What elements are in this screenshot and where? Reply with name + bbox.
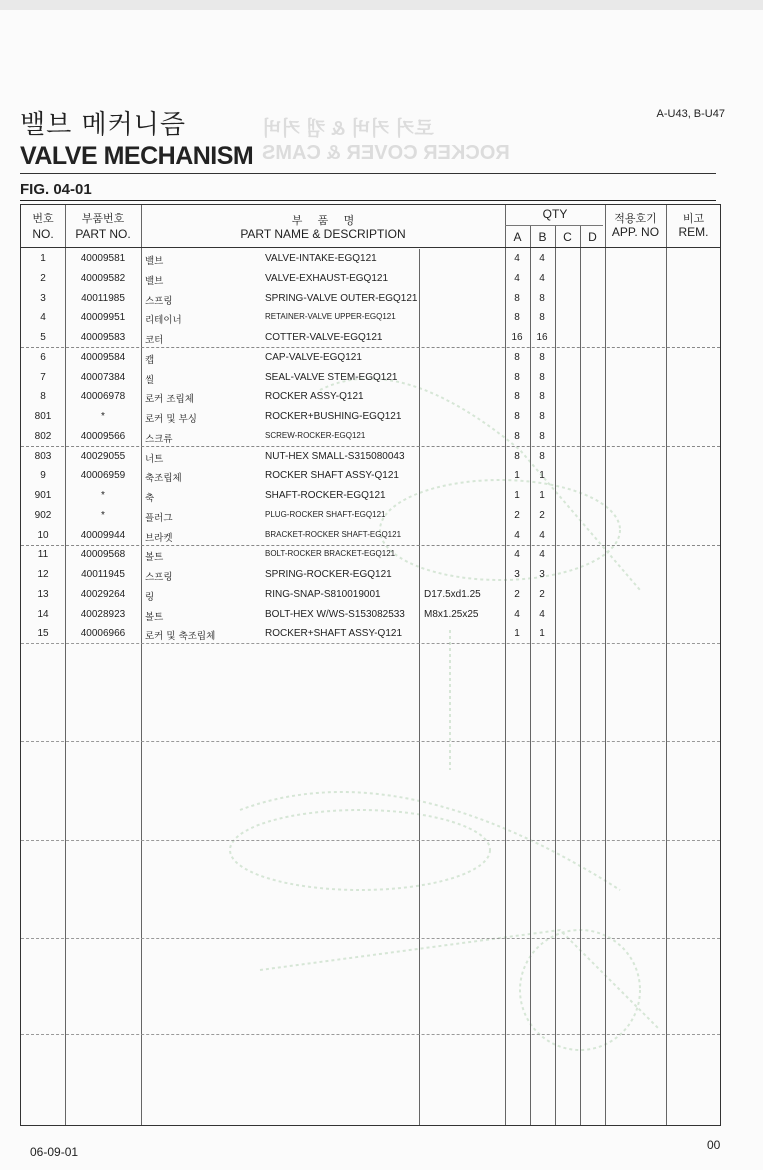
col-divider xyxy=(580,225,581,1125)
group-separator xyxy=(21,347,720,348)
qty-b: 4 xyxy=(539,272,545,284)
qty-b: 8 xyxy=(539,371,545,383)
part-description: PLUG-ROCKER SHAFT-EGQ121 xyxy=(265,509,386,519)
header-rule xyxy=(21,247,720,248)
qty-a: 8 xyxy=(514,371,520,383)
part-name-korean: 코터 xyxy=(145,335,164,346)
qty-a: 4 xyxy=(514,253,520,264)
col-rem: REM. xyxy=(678,225,709,239)
part-number: 40011985 xyxy=(81,292,125,304)
part-number: 40011945 xyxy=(81,569,125,580)
part-name-korean: 브라켓 xyxy=(145,532,173,544)
qty-a: 4 xyxy=(514,608,520,620)
row-number: 1 xyxy=(40,253,46,264)
part-name-korean: 링 xyxy=(145,591,155,603)
part-name-korean: 스프링 xyxy=(145,572,173,583)
row-number: 9 xyxy=(40,470,46,482)
part-name-korean: 볼트 xyxy=(145,611,164,623)
col-qty-c: C xyxy=(563,230,572,244)
part-name-korean: 스프링 xyxy=(145,295,173,307)
col-app: APP. NO xyxy=(611,225,660,239)
part-number: 40009566 xyxy=(80,430,126,442)
col-divider xyxy=(666,205,667,1125)
scan-edge xyxy=(0,0,763,10)
figure-rule xyxy=(20,200,716,201)
part-description: CAP-VALVE-EGQ121 xyxy=(265,351,362,363)
part-description: VALVE-INTAKE-EGQ121 xyxy=(265,253,377,264)
row-number: 11 xyxy=(37,549,49,561)
part-name-korean: 씰 xyxy=(145,374,155,386)
part-number: 40028923 xyxy=(80,608,126,620)
part-description: ROCKER+SHAFT ASSY-Q121 xyxy=(265,628,403,640)
row-number: 803 xyxy=(34,450,52,462)
qty-a: 16 xyxy=(511,332,523,343)
qty-b: 4 xyxy=(539,608,545,620)
qty-a: 8 xyxy=(514,430,520,442)
part-spec: M8x1.25x25 xyxy=(424,608,479,620)
row-number: 10 xyxy=(37,529,49,541)
part-description: ROCKER ASSY-Q121 xyxy=(265,391,364,403)
row-number: 801 xyxy=(34,411,52,422)
part-name-korean: 밸브 xyxy=(145,256,164,267)
qty-a: 1 xyxy=(514,470,520,482)
title-rule xyxy=(20,173,716,174)
qty-a: 4 xyxy=(514,529,520,541)
row-number: 6 xyxy=(40,351,46,363)
qty-b: 1 xyxy=(539,490,545,501)
col-divider xyxy=(505,205,506,1125)
qty-b: 3 xyxy=(539,569,545,580)
part-number: 40009568 xyxy=(80,549,126,561)
part-number: * xyxy=(101,509,105,521)
qty-b: 8 xyxy=(539,450,545,462)
group-separator xyxy=(21,1034,720,1035)
page-number: 00 xyxy=(707,1138,721,1152)
part-description: SEAL-VALVE STEM-EGQ121 xyxy=(265,371,398,383)
qty-b: 8 xyxy=(539,312,545,324)
col-qty-b: B xyxy=(538,230,547,244)
col-part: PART NO. xyxy=(75,227,131,241)
col-qty-d: D xyxy=(588,230,597,244)
parts-table xyxy=(20,204,721,1126)
qty-a: 4 xyxy=(514,549,520,561)
qty-a: 8 xyxy=(514,351,520,363)
col-app-ko: 적용호기 xyxy=(614,213,657,225)
part-number: 40009944 xyxy=(80,529,126,541)
row-number: 12 xyxy=(37,569,49,580)
part-description: COTTER-VALVE-EGQ121 xyxy=(265,332,383,343)
part-name-korean: 리테이너 xyxy=(145,315,182,327)
col-no-ko: 번호 xyxy=(32,213,54,225)
row-number: 8 xyxy=(40,391,46,403)
qty-b: 2 xyxy=(539,509,545,521)
part-number: 40009582 xyxy=(80,272,126,284)
part-description: VALVE-EXHAUST-EGQ121 xyxy=(265,272,389,284)
part-number: 40007384 xyxy=(80,371,126,383)
part-number: 40029055 xyxy=(80,450,126,462)
col-no: NO. xyxy=(32,227,54,241)
part-name-korean: 볼트 xyxy=(145,552,164,564)
part-name-korean: 너트 xyxy=(145,453,164,465)
part-name-korean: 축조립체 xyxy=(145,473,182,485)
part-number: 40009951 xyxy=(80,312,126,324)
row-number: 902 xyxy=(34,509,52,521)
qty-a: 1 xyxy=(514,628,520,640)
part-description: RETAINER-VALVE UPPER-EGQ121 xyxy=(265,312,396,322)
col-divider xyxy=(141,205,142,1125)
part-name-korean: 플러그 xyxy=(145,512,173,524)
part-number: * xyxy=(101,490,105,501)
group-separator xyxy=(21,643,720,644)
part-description: SCREW-ROCKER-EGQ121 xyxy=(265,430,366,440)
qty-a: 2 xyxy=(514,588,520,600)
part-name-korean: 로커 조립체 xyxy=(145,394,194,406)
qty-b: 1 xyxy=(539,470,545,482)
part-spec: D17.5xd1.25 xyxy=(424,588,481,600)
part-description: SPRING-ROCKER-EGQ121 xyxy=(265,569,392,580)
part-description: SHAFT-ROCKER-EGQ121 xyxy=(265,490,386,501)
row-number: 15 xyxy=(37,628,49,640)
show-through-text: 로커 커버 & 캠 커버 xyxy=(262,118,434,140)
page-title: VALVE MECHANISM xyxy=(20,142,254,170)
col-name-ko: 부 품 명 xyxy=(291,215,355,227)
part-description: BOLT-ROCKER BRACKET-EGQ121 xyxy=(265,549,396,559)
show-through-text: ROCKER COVER & CAMS xyxy=(262,142,510,164)
group-separator xyxy=(21,446,720,447)
row-number: 14 xyxy=(37,608,49,620)
row-number: 802 xyxy=(34,430,52,442)
qty-a: 8 xyxy=(514,391,520,403)
group-separator xyxy=(21,545,720,546)
qty-a: 8 xyxy=(514,312,520,324)
part-description: BOLT-HEX W/WS-S153082533 xyxy=(265,608,405,620)
figure-number: FIG. 04-01 xyxy=(20,181,92,198)
part-description: ROCKER SHAFT ASSY-Q121 xyxy=(265,470,399,482)
col-name: PART NAME & DESCRIPTION xyxy=(240,227,406,241)
qty-b: 8 xyxy=(539,351,545,363)
group-separator xyxy=(21,840,720,841)
col-divider xyxy=(419,249,420,1125)
col-divider xyxy=(555,225,556,1125)
row-number: 7 xyxy=(40,371,46,383)
part-number: 40009583 xyxy=(80,332,126,343)
page-title-korean: 밸브 메커니즘 xyxy=(20,110,186,140)
qty-a: 1 xyxy=(514,490,520,501)
part-name-korean: 로커 및 부싱 xyxy=(145,414,197,425)
part-number: 40006966 xyxy=(80,628,126,640)
col-divider xyxy=(605,205,606,1125)
qty-b: 1 xyxy=(539,628,545,640)
col-divider xyxy=(65,205,66,1125)
part-number: 40006959 xyxy=(80,470,126,482)
col-qty: QTY xyxy=(542,207,568,221)
row-number: 2 xyxy=(40,272,46,284)
part-description: BRACKET-ROCKER SHAFT-EGQ121 xyxy=(265,529,402,539)
row-number: 5 xyxy=(40,332,46,343)
part-name-korean: 밸브 xyxy=(145,275,164,287)
qty-b: 4 xyxy=(539,549,545,561)
part-name-korean: 스크류 xyxy=(145,433,173,445)
col-part-ko: 부품번호 xyxy=(81,213,125,225)
group-separator xyxy=(21,938,720,939)
qty-a: 3 xyxy=(514,569,520,580)
qty-a: 4 xyxy=(514,272,520,284)
part-name-korean: 축 xyxy=(145,493,155,504)
qty-b: 8 xyxy=(539,430,545,442)
qty-b: 16 xyxy=(536,332,548,343)
qty-b: 8 xyxy=(539,391,545,403)
part-number: 40029264 xyxy=(80,588,126,600)
qty-b: 8 xyxy=(539,411,545,422)
row-number: 13 xyxy=(37,588,49,600)
qty-a: 2 xyxy=(514,509,520,521)
part-number: 40006978 xyxy=(80,391,126,403)
row-number: 3 xyxy=(40,292,46,304)
qty-b: 4 xyxy=(539,529,545,541)
qty-header-rule xyxy=(505,225,603,226)
part-name-korean: 로커 및 축조립체 xyxy=(145,631,216,643)
part-description: RING-SNAP-S810019001 xyxy=(265,588,381,600)
qty-b: 8 xyxy=(539,292,545,304)
qty-a: 8 xyxy=(514,450,520,462)
print-date: 06-09-01 xyxy=(30,1145,79,1159)
part-number: * xyxy=(101,411,105,422)
col-rem-ko: 비고 xyxy=(682,213,705,225)
part-description: NUT-HEX SMALL-S315080043 xyxy=(265,450,405,462)
row-number: 4 xyxy=(40,312,46,324)
part-number: 40009581 xyxy=(80,253,126,264)
part-description: SPRING-VALVE OUTER-EGQ121 xyxy=(265,292,418,304)
part-description: ROCKER+BUSHING-EGQ121 xyxy=(265,411,402,422)
qty-a: 8 xyxy=(514,411,520,422)
model-label: A-U43, B-U47 xyxy=(656,108,725,120)
qty-a: 8 xyxy=(514,292,520,304)
part-number: 40009584 xyxy=(80,351,126,363)
row-number: 901 xyxy=(34,490,52,501)
col-qty-a: A xyxy=(513,230,522,244)
qty-b: 2 xyxy=(539,588,545,600)
group-separator xyxy=(21,741,720,742)
part-name-korean: 캡 xyxy=(145,354,155,366)
qty-b: 4 xyxy=(539,253,545,264)
